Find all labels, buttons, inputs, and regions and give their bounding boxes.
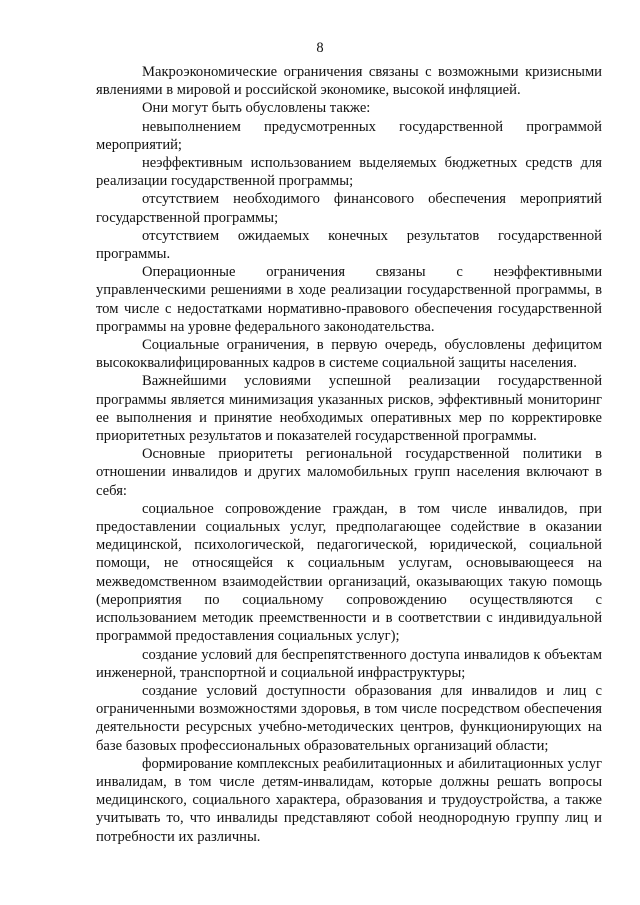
- list-item-lack-of-funding: отсутствием необходимого финансового обеспечения мероприятий государственной программы;: [96, 191, 602, 226]
- paragraph-policy-priorities: Основные приоритеты региональной государственной политики в отношении инвалидов и других маломобильных групп населения включают в себя:: [96, 446, 602, 499]
- list-item-social-support: социальное сопровождение граждан, в том числе инвалидов, при предоставлении социальных услуг, предполагающее содействие в оказании медицинской, психологической, педагогической, юридической, социальной помощи, не относящейся к социальным услугам, основывающееся на межведомственном взаимодействии организаций, оказывающих такую помощь (мероприятия по социальному сопровождению осуществляются с использованием методик преемственности и в соответствии с индивидуальной программой предоставления социальных услуг);: [96, 500, 602, 645]
- document-body: [96, 63, 602, 846]
- list-item-no-expected-results: отсутствием ожидаемых конечных результатов государственной программы.: [96, 227, 602, 263]
- paragraph-may-be-caused: Они могут быть обусловлены также:: [142, 100, 371, 117]
- list-item-inefficient-budget-use: неэффективным использованием выделяемых бюджетных средств для реализации государственной программы;: [96, 155, 602, 190]
- list-item-non-fulfillment: невыполнением предусмотренных государственной программой мероприятий;: [96, 118, 602, 153]
- list-item-education-access: создание условий доступности образования для инвалидов и лиц с ограниченными возможностями здоровья, в том числе посредством обеспечения деятельности ресурсных учебно-методических центров, функционирующих на базе базовых профессиональных образовательных организаций области;: [96, 682, 602, 754]
- paragraph-social-constraints: Социальные ограничения, в первую очередь, обусловлены дефицитом высококвалифицированных кадров в системе социальной защиты населения.: [96, 337, 602, 372]
- list-item-accessibility: создание условий для беспрепятственного доступа инвалидов к объектам инженерной, транспортной и социальной инфраструктуры;: [96, 646, 602, 681]
- paragraph-operational-constraints: Операционные ограничения связаны с неэффективными управленческими решениями в ходе реализации государственной программы, в том числе с недостатками нормативно-правового обеспечения государственной программы на уровне федерального законодательства.: [96, 264, 602, 335]
- list-item-rehabilitation-services: формирование комплексных реабилитационных и абилитационных услуг инвалидам, в том числе детям-инвалидам, которые должны решать вопросы медицинского, социального характера, образования и трудоустройства, а также учитывать то, что инвалиды представляют собой неоднородную группу лиц и потребности их различны.: [96, 755, 602, 845]
- paragraph-macroeconomic-constraints: Макроэкономические ограничения связаны с возможными кризисными явлениями в мировой и российской экономике, высокой инфляцией.: [96, 64, 602, 99]
- page-number: 8: [316, 40, 324, 56]
- paragraph-success-conditions: Важнейшими условиями успешной реализации государственной программы является минимизация указанных рисков, эффективный мониторинг ее выполнения и принятие необходимых оперативных мер по корректировке приоритетных результатов и показателей государственной программы.: [96, 373, 602, 445]
